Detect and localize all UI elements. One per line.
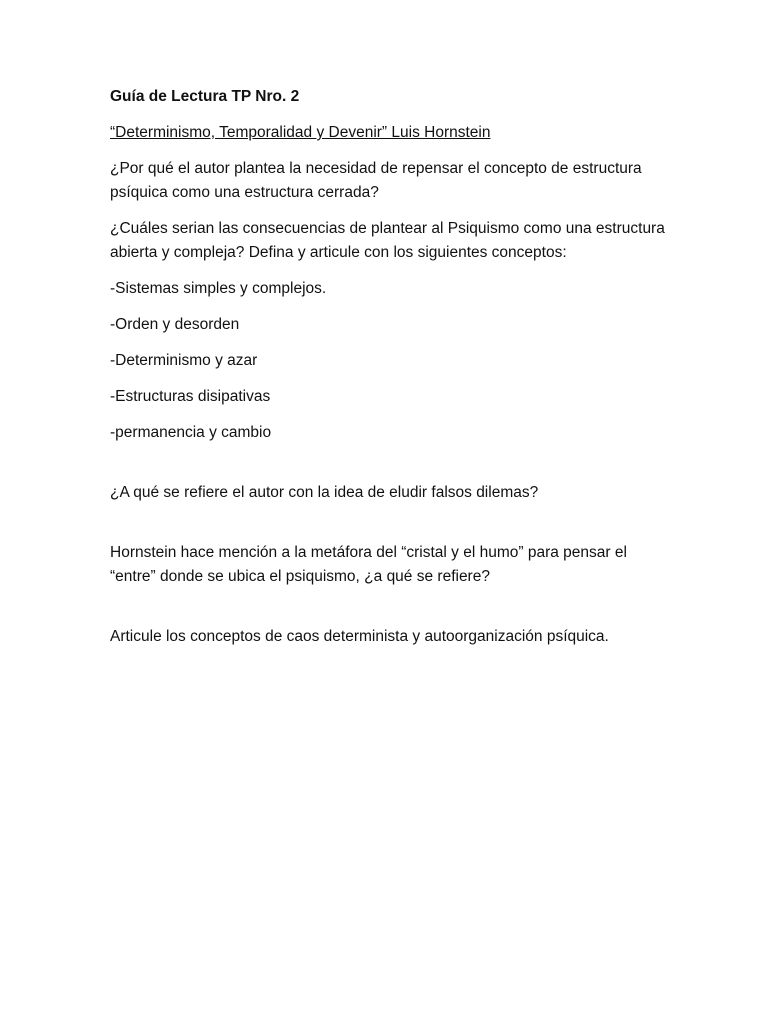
- concept-item: -Determinismo y azar: [110, 352, 258, 369]
- concept-item: -permanencia y cambio: [110, 424, 272, 441]
- concept-item: -Sistemas simples y complejos.: [110, 280, 327, 297]
- question-paragraph: ¿A qué se refiere el autor con la idea de eludir falsos dilemas?: [110, 484, 539, 501]
- document-subtitle: “Determinismo, Temporalidad y Devenir” Luis Hornstein: [110, 124, 491, 141]
- question-paragraph: ¿Por qué el autor plantea la necesidad de repensar el concepto de estructura psíquica como una estructura cerrada?: [110, 160, 642, 201]
- concept-item: -Orden y desorden: [110, 316, 240, 333]
- concept-item: -Estructuras disipativas: [110, 388, 271, 405]
- document-title: Guía de Lectura TP Nro. 2: [110, 88, 300, 105]
- question-paragraph: ¿Cuáles serian las consecuencias de plantear al Psiquismo como una estructura abierta y compleja? Defina y articule con los siguientes conceptos:: [110, 220, 665, 261]
- question-paragraph: Hornstein hace mención a la metáfora del “cristal y el humo” para pensar el “entre” donde se ubica el psiquismo, ¿a qué se refiere?: [110, 544, 627, 585]
- question-paragraph: Articule los conceptos de caos determinista y autoorganización psíquica.: [110, 628, 609, 645]
- document-body: [110, 85, 670, 661]
